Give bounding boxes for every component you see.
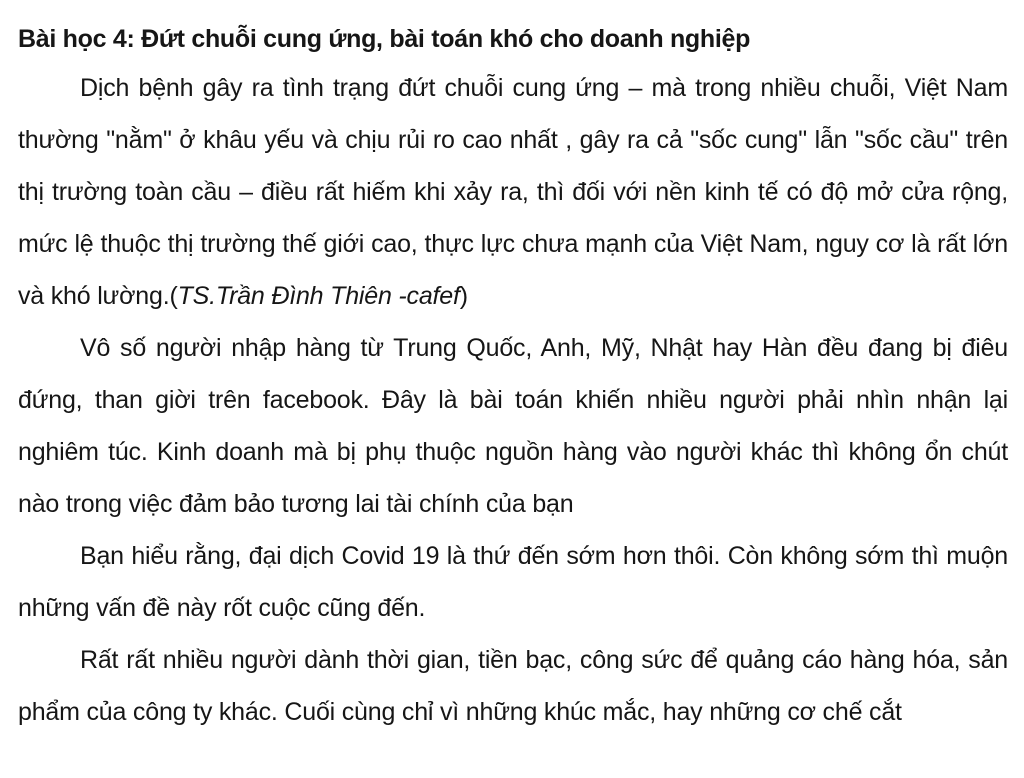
citation: TS.Trần Đình Thiên -cafef [177, 282, 460, 310]
lesson-heading: Bài học 4: Đứt chuỗi cung ứng, bài toán khó cho doanh nghiệp [18, 25, 751, 53]
paragraph-1-text: Dịch bệnh gây ra tình trạng đứt chuỗi cung ứng – mà trong nhiều chuỗi, Việt Nam thường "nằm" ở khâu yếu và chịu rủi ro cao nhất , gây ra cả "sốc cung" lẫn "sốc cầu" trên thị trường toàn cầu – điều rất hiếm khi xảy ra, thì đối với nền kinh tế có độ mở cửa rộng, mức lệ thuộc thị trường thế giới cao, thực lực chưa mạnh của Việt Nam, nguy cơ là rất lớn và khó lường.( [18, 74, 1008, 310]
paragraph-3: Bạn hiểu rằng, đại dịch Covid 19 là thứ đến sớm hơn thôi. Còn không sớm thì muộn những vấn đề này rốt cuộc cũng đến. [18, 542, 1008, 622]
paragraph-4: Rất rất nhiều người dành thời gian, tiền bạc, công sức để quảng cáo hàng hóa, sản phẩm của công ty khác. Cuối cùng chỉ vì những khúc mắc, hay những cơ chế cắt [18, 646, 1008, 726]
citation-close: ) [459, 282, 468, 310]
paragraph-1 [18, 62, 1008, 322]
paragraph-2: Vô số người nhập hàng từ Trung Quốc, Anh, Mỹ, Nhật hay Hàn đều đang bị điêu đứng, than giời trên facebook. Đây là bài toán khiến nhiều người phải nhìn nhận lại nghiêm túc. Kinh doanh mà bị phụ thuộc nguồn hàng vào người khác thì không ổn chút nào trong việc đảm bảo tương lai tài chính của bạn [18, 334, 1008, 518]
